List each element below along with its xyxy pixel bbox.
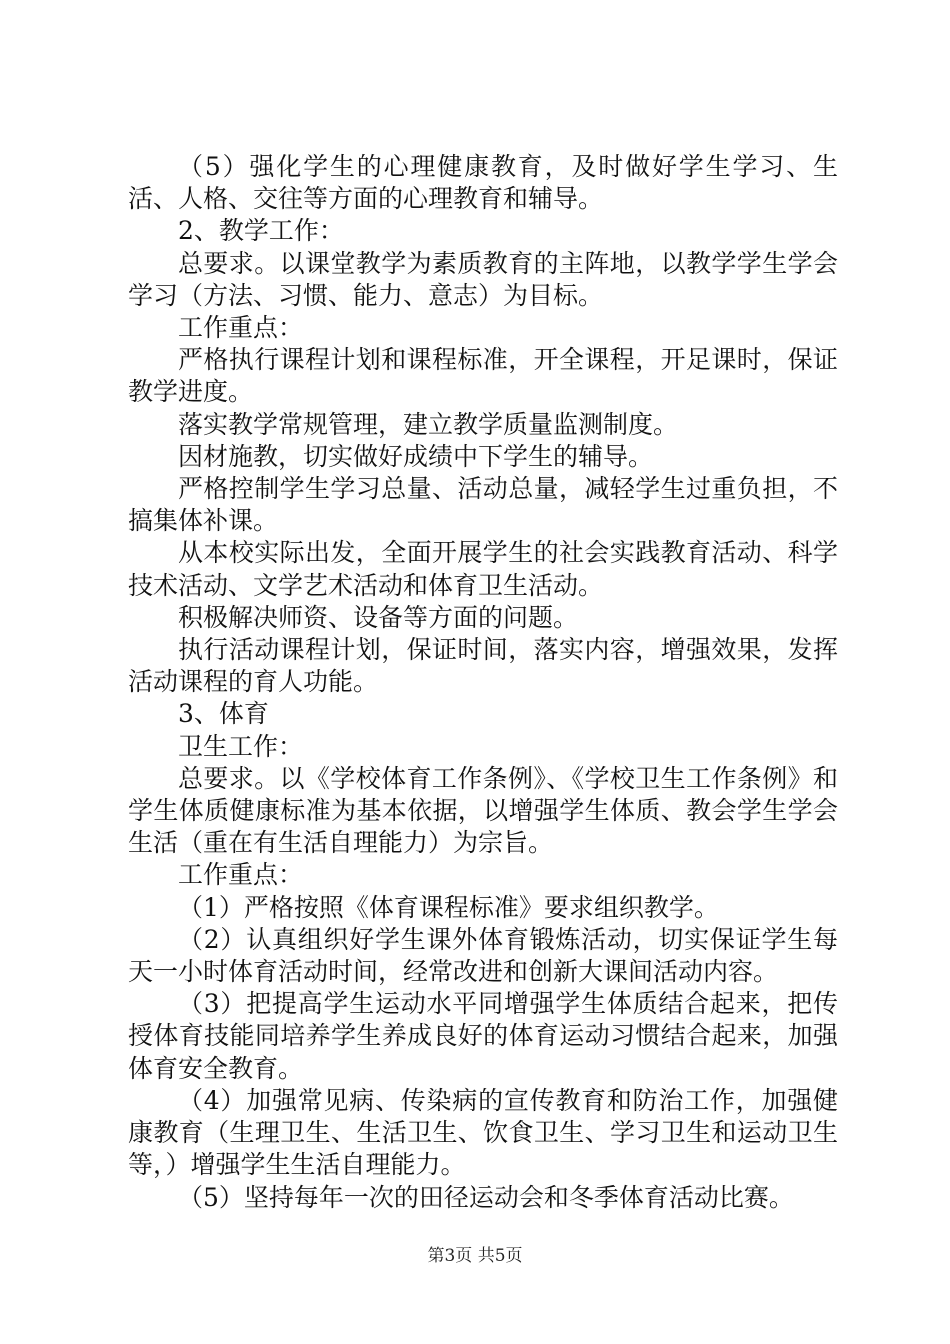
paragraph-8: 严格控制学生学习总量、活动总量，减轻学生过重负担，不搞集体补课。 xyxy=(128,474,838,536)
paragraph-14: 总要求。以《学校体育工作条例》、《学校卫生工作条例》和学生体质健康标准为基本依据，以增强学生体质、教会学生学会生活（重在有生活自理能力）为宗旨。 xyxy=(128,763,838,858)
paragraph-16: （1）严格按照《体育课程标准》要求组织教学。 xyxy=(178,892,719,922)
paragraph-13: 卫生工作： xyxy=(178,731,304,761)
paragraph-15: 工作重点： xyxy=(178,860,304,890)
paragraph-19: （4）加强常见病、传染病的宣传教育和防治工作，加强健康教育（生理卫生、生活卫生、饮食卫生、学习卫生和运动卫生等，）增强学生生活自理能力。 xyxy=(128,1085,838,1180)
paragraph-7: 因材施教，切实做好成绩中下学生的辅导。 xyxy=(178,441,654,471)
paragraph-6: 落实教学常规管理，建立教学质量监测制度。 xyxy=(178,409,679,439)
paragraph-11: 执行活动课程计划，保证时间，落实内容，增强效果，发挥活动课程的育人功能。 xyxy=(128,635,838,697)
paragraph-2: 2、教学工作： xyxy=(178,216,344,246)
document-body xyxy=(128,151,838,1214)
paragraph-1: （5）强化学生的心理健康教育，及时做好学生学习、生活、人格、交往等方面的心理教育和辅导。 xyxy=(128,152,838,214)
paragraph-4: 工作重点： xyxy=(178,313,304,343)
paragraph-3: 总要求。以课堂教学为素质教育的主阵地，以教学学生学会学习（方法、习惯、能力、意志）为目标。 xyxy=(128,248,838,310)
paragraph-5: 严格执行课程计划和课程标准，开全课程，开足课时，保证教学进度。 xyxy=(128,345,838,407)
paragraph-18: （3）把提高学生运动水平同增强学生体质结合起来，把传授体育技能同培养学生养成良好的体育运动习惯结合起来，加强体育安全教育。 xyxy=(128,989,838,1083)
paragraph-12: 3、体育 xyxy=(178,699,269,729)
paragraph-17: （2）认真组织好学生课外体育锻炼活动，切实保证学生每天一小时体育活动时间，经常改进和创新大课间活动内容。 xyxy=(128,924,838,987)
page-footer: 第3页 共5页 xyxy=(427,1246,523,1266)
paragraph-10: 积极解决师资、设备等方面的问题。 xyxy=(178,602,579,632)
paragraph-20: （5）坚持每年一次的田径运动会和冬季体育活动比赛。 xyxy=(178,1182,794,1212)
paragraph-9: 从本校实际出发，全面开展学生的社会实践教育活动、科学技术活动、文学艺术活动和体育卫生活动。 xyxy=(128,538,838,600)
